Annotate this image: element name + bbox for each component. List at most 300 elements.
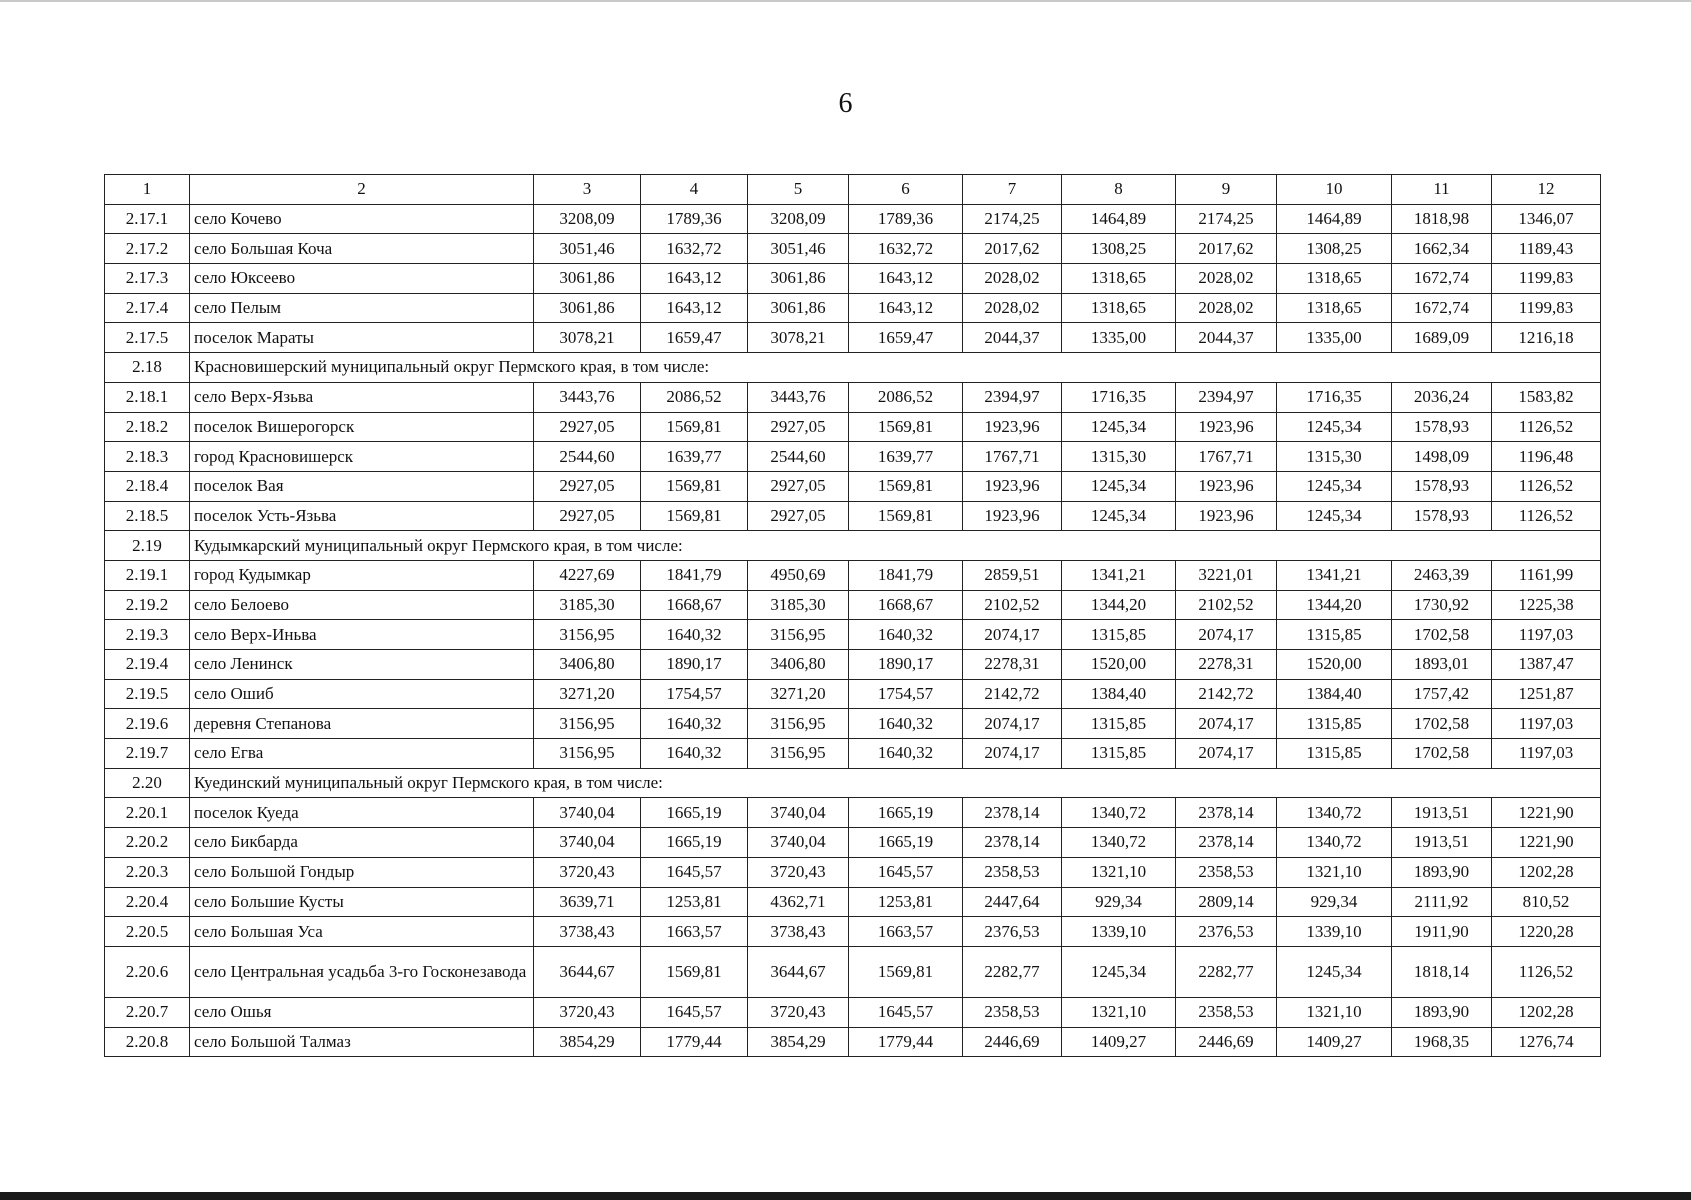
value-cell: 2378,14 [963, 798, 1062, 828]
value-cell: 1520,00 [1277, 650, 1392, 680]
group-title: Кудымкарский муниципальный округ Пермского края, в том числе: [190, 531, 1601, 561]
value-cell: 1893,90 [1392, 997, 1492, 1027]
value-cell: 3156,95 [534, 620, 641, 650]
value-cell: 2074,17 [1176, 620, 1277, 650]
value-cell: 810,52 [1492, 887, 1601, 917]
value-cell: 2358,53 [1176, 997, 1277, 1027]
value-cell: 1199,83 [1492, 293, 1601, 323]
value-cell: 1639,77 [641, 442, 748, 472]
value-cell: 2544,60 [748, 442, 849, 472]
value-cell: 2447,64 [963, 887, 1062, 917]
value-cell: 1340,72 [1277, 828, 1392, 858]
value-cell: 1520,00 [1062, 650, 1176, 680]
value-cell: 2927,05 [748, 412, 849, 442]
settlement-name: село Большая Коча [190, 234, 534, 264]
settlement-name: село Ошья [190, 997, 534, 1027]
value-cell: 1318,65 [1277, 264, 1392, 294]
value-cell: 1344,20 [1277, 590, 1392, 620]
table-row [105, 946, 1601, 997]
value-cell: 1569,81 [641, 412, 748, 442]
value-cell: 1569,81 [849, 412, 963, 442]
table-body [105, 175, 1601, 1057]
value-cell: 1384,40 [1062, 679, 1176, 709]
value-cell: 1632,72 [849, 234, 963, 264]
value-cell: 3208,09 [748, 204, 849, 234]
settlement-name: село Верх-Иньва [190, 620, 534, 650]
table-row [105, 264, 1601, 294]
row-number: 2.20.3 [105, 857, 190, 887]
table-row [105, 887, 1601, 917]
table-row [105, 620, 1601, 650]
row-number: 2.19.7 [105, 739, 190, 769]
value-cell: 1498,09 [1392, 442, 1492, 472]
column-header: 10 [1277, 175, 1392, 205]
value-cell: 3738,43 [534, 917, 641, 947]
settlement-name: село Белоево [190, 590, 534, 620]
value-cell: 2376,53 [963, 917, 1062, 947]
value-cell: 2378,14 [1176, 828, 1277, 858]
value-cell: 2074,17 [1176, 739, 1277, 769]
value-cell: 1789,36 [641, 204, 748, 234]
value-cell: 3051,46 [534, 234, 641, 264]
value-cell: 1779,44 [849, 1027, 963, 1057]
value-cell: 1663,57 [849, 917, 963, 947]
row-number: 2.19.4 [105, 650, 190, 680]
value-cell: 1341,21 [1062, 560, 1176, 590]
value-cell: 1668,67 [849, 590, 963, 620]
value-cell: 2028,02 [1176, 293, 1277, 323]
table-row [105, 798, 1601, 828]
value-cell: 2086,52 [849, 382, 963, 412]
column-header: 4 [641, 175, 748, 205]
value-cell: 1276,74 [1492, 1027, 1601, 1057]
value-cell: 1126,52 [1492, 471, 1601, 501]
value-cell: 1645,57 [849, 857, 963, 887]
settlement-name: город Красновишерск [190, 442, 534, 472]
value-cell: 3156,95 [748, 709, 849, 739]
value-cell: 3644,67 [534, 946, 641, 997]
value-cell: 1220,28 [1492, 917, 1601, 947]
settlement-name: село Юксеево [190, 264, 534, 294]
value-cell: 1245,34 [1277, 501, 1392, 531]
value-cell: 1818,98 [1392, 204, 1492, 234]
value-cell: 1923,96 [963, 412, 1062, 442]
column-header: 8 [1062, 175, 1176, 205]
value-cell: 1893,90 [1392, 857, 1492, 887]
value-cell: 3078,21 [534, 323, 641, 353]
value-cell: 3854,29 [748, 1027, 849, 1057]
value-cell: 2394,97 [963, 382, 1062, 412]
value-cell: 1321,10 [1277, 997, 1392, 1027]
column-header: 5 [748, 175, 849, 205]
value-cell: 1569,81 [641, 471, 748, 501]
value-cell: 2927,05 [534, 501, 641, 531]
group-title: Красновишерский муниципальный округ Пермского края, в том числе: [190, 353, 1601, 383]
value-cell: 1245,34 [1277, 412, 1392, 442]
table-row [105, 1027, 1601, 1057]
row-number: 2.20 [105, 768, 190, 798]
group-row [105, 768, 1601, 798]
table-row [105, 997, 1601, 1027]
value-cell: 2074,17 [963, 620, 1062, 650]
value-cell: 1315,30 [1277, 442, 1392, 472]
settlement-name: поселок Усть-Язьва [190, 501, 534, 531]
value-cell: 3740,04 [748, 798, 849, 828]
value-cell: 1754,57 [849, 679, 963, 709]
value-cell: 3061,86 [748, 293, 849, 323]
value-cell: 1253,81 [641, 887, 748, 917]
row-number: 2.17.2 [105, 234, 190, 264]
row-number: 2.18.2 [105, 412, 190, 442]
value-cell: 1890,17 [849, 650, 963, 680]
value-cell: 3443,76 [534, 382, 641, 412]
value-cell: 1640,32 [641, 739, 748, 769]
row-number: 2.19.6 [105, 709, 190, 739]
value-cell: 1339,10 [1277, 917, 1392, 947]
settlement-name: село Центральная усадьба 3-го Госконезавода [190, 946, 534, 997]
value-cell: 1126,52 [1492, 501, 1601, 531]
value-cell: 1308,25 [1062, 234, 1176, 264]
value-cell: 3644,67 [748, 946, 849, 997]
table-row [105, 412, 1601, 442]
table-row [105, 471, 1601, 501]
value-cell: 1911,90 [1392, 917, 1492, 947]
value-cell: 2809,14 [1176, 887, 1277, 917]
value-cell: 1335,00 [1277, 323, 1392, 353]
value-cell: 2111,92 [1392, 887, 1492, 917]
value-cell: 1335,00 [1062, 323, 1176, 353]
settlement-name: село Бикбарда [190, 828, 534, 858]
value-cell: 1672,74 [1392, 264, 1492, 294]
value-cell: 1893,01 [1392, 650, 1492, 680]
value-cell: 4950,69 [748, 560, 849, 590]
value-cell: 1340,72 [1062, 798, 1176, 828]
value-cell: 1346,07 [1492, 204, 1601, 234]
value-cell: 1640,32 [849, 620, 963, 650]
settlement-name: поселок Куеда [190, 798, 534, 828]
value-cell: 1643,12 [849, 264, 963, 294]
value-cell: 2044,37 [963, 323, 1062, 353]
value-cell: 3854,29 [534, 1027, 641, 1057]
value-cell: 3271,20 [748, 679, 849, 709]
value-cell: 1665,19 [641, 798, 748, 828]
group-row [105, 531, 1601, 561]
value-cell: 1665,19 [849, 828, 963, 858]
value-cell: 2074,17 [963, 709, 1062, 739]
value-cell: 2028,02 [1176, 264, 1277, 294]
value-cell: 929,34 [1277, 887, 1392, 917]
settlement-name: деревня Степанова [190, 709, 534, 739]
value-cell: 1341,21 [1277, 560, 1392, 590]
value-cell: 3443,76 [748, 382, 849, 412]
value-cell: 1578,93 [1392, 501, 1492, 531]
header-row [105, 175, 1601, 205]
value-cell: 1315,85 [1062, 620, 1176, 650]
value-cell: 2174,25 [1176, 204, 1277, 234]
value-cell: 3221,01 [1176, 560, 1277, 590]
row-number: 2.18.5 [105, 501, 190, 531]
settlement-name: город Кудымкар [190, 560, 534, 590]
value-cell: 1189,43 [1492, 234, 1601, 264]
value-cell: 3061,86 [748, 264, 849, 294]
value-cell: 3720,43 [748, 857, 849, 887]
settlement-name: село Большие Кусты [190, 887, 534, 917]
value-cell: 1202,28 [1492, 997, 1601, 1027]
value-cell: 2927,05 [748, 501, 849, 531]
table-row [105, 560, 1601, 590]
table-row [105, 501, 1601, 531]
value-cell: 3720,43 [748, 997, 849, 1027]
row-number: 2.19.3 [105, 620, 190, 650]
value-cell: 1409,27 [1062, 1027, 1176, 1057]
value-cell: 4227,69 [534, 560, 641, 590]
value-cell: 1665,19 [641, 828, 748, 858]
value-cell: 1923,96 [1176, 412, 1277, 442]
value-cell: 1315,85 [1062, 739, 1176, 769]
value-cell: 2378,14 [1176, 798, 1277, 828]
value-cell: 1968,35 [1392, 1027, 1492, 1057]
value-cell: 1318,65 [1062, 293, 1176, 323]
value-cell: 1251,87 [1492, 679, 1601, 709]
value-cell: 3740,04 [748, 828, 849, 858]
value-cell: 1643,12 [641, 293, 748, 323]
value-cell: 2017,62 [1176, 234, 1277, 264]
value-cell: 3156,95 [534, 709, 641, 739]
table-row [105, 709, 1601, 739]
table-row [105, 739, 1601, 769]
value-cell: 1645,57 [641, 997, 748, 1027]
value-cell: 1245,34 [1062, 946, 1176, 997]
value-cell: 1569,81 [849, 501, 963, 531]
value-cell: 1225,38 [1492, 590, 1601, 620]
table-row [105, 828, 1601, 858]
value-cell: 1245,34 [1062, 501, 1176, 531]
column-header: 12 [1492, 175, 1601, 205]
table-row [105, 917, 1601, 947]
value-cell: 1253,81 [849, 887, 963, 917]
value-cell: 1672,74 [1392, 293, 1492, 323]
value-cell: 1126,52 [1492, 946, 1601, 997]
value-cell: 1689,09 [1392, 323, 1492, 353]
value-cell: 2927,05 [534, 471, 641, 501]
value-cell: 1640,32 [849, 709, 963, 739]
value-cell: 2358,53 [963, 857, 1062, 887]
value-cell: 1643,12 [641, 264, 748, 294]
value-cell: 2544,60 [534, 442, 641, 472]
column-header: 2 [190, 175, 534, 205]
value-cell: 3051,46 [748, 234, 849, 264]
value-cell: 1221,90 [1492, 828, 1601, 858]
table-row [105, 382, 1601, 412]
value-cell: 3639,71 [534, 887, 641, 917]
value-cell: 1569,81 [641, 501, 748, 531]
row-number: 2.20.1 [105, 798, 190, 828]
value-cell: 1308,25 [1277, 234, 1392, 264]
value-cell: 1663,57 [641, 917, 748, 947]
value-cell: 3406,80 [748, 650, 849, 680]
value-cell: 1202,28 [1492, 857, 1601, 887]
value-cell: 1245,34 [1062, 412, 1176, 442]
value-cell: 1841,79 [849, 560, 963, 590]
value-cell: 1321,10 [1277, 857, 1392, 887]
value-cell: 1662,34 [1392, 234, 1492, 264]
value-cell: 1659,47 [849, 323, 963, 353]
value-cell: 1645,57 [641, 857, 748, 887]
column-header: 1 [105, 175, 190, 205]
value-cell: 1767,71 [1176, 442, 1277, 472]
value-cell: 1339,10 [1062, 917, 1176, 947]
value-cell: 1643,12 [849, 293, 963, 323]
value-cell: 2446,69 [1176, 1027, 1277, 1057]
scan-edge-top [0, 0, 1691, 2]
row-number: 2.19.2 [105, 590, 190, 620]
column-header: 3 [534, 175, 641, 205]
value-cell: 2282,77 [963, 946, 1062, 997]
value-cell: 3185,30 [748, 590, 849, 620]
value-cell: 1659,47 [641, 323, 748, 353]
value-cell: 1197,03 [1492, 709, 1601, 739]
value-cell: 2074,17 [963, 739, 1062, 769]
value-cell: 1344,20 [1062, 590, 1176, 620]
settlement-name: село Кочево [190, 204, 534, 234]
value-cell: 929,34 [1062, 887, 1176, 917]
value-cell: 2017,62 [963, 234, 1062, 264]
value-cell: 1913,51 [1392, 828, 1492, 858]
value-cell: 1569,81 [849, 946, 963, 997]
value-cell: 3271,20 [534, 679, 641, 709]
value-cell: 1196,48 [1492, 442, 1601, 472]
value-cell: 3720,43 [534, 997, 641, 1027]
row-number: 2.20.5 [105, 917, 190, 947]
value-cell: 1126,52 [1492, 412, 1601, 442]
value-cell: 1245,34 [1277, 946, 1392, 997]
value-cell: 1387,47 [1492, 650, 1601, 680]
settlement-name: село Пелым [190, 293, 534, 323]
settlement-name: поселок Вая [190, 471, 534, 501]
value-cell: 2174,25 [963, 204, 1062, 234]
settlement-name: поселок Вишерогорск [190, 412, 534, 442]
value-cell: 1318,65 [1062, 264, 1176, 294]
value-cell: 1923,96 [1176, 471, 1277, 501]
row-number: 2.20.8 [105, 1027, 190, 1057]
group-row [105, 353, 1601, 383]
group-title: Куединский муниципальный округ Пермского края, в том числе: [190, 768, 1601, 798]
tariff-table [104, 174, 1601, 1057]
value-cell: 1890,17 [641, 650, 748, 680]
row-number: 2.19 [105, 531, 190, 561]
value-cell: 1754,57 [641, 679, 748, 709]
row-number: 2.20.6 [105, 946, 190, 997]
value-cell: 1315,85 [1277, 620, 1392, 650]
value-cell: 1757,42 [1392, 679, 1492, 709]
value-cell: 1702,58 [1392, 620, 1492, 650]
value-cell: 3061,86 [534, 264, 641, 294]
column-header: 9 [1176, 175, 1277, 205]
value-cell: 2278,31 [1176, 650, 1277, 680]
value-cell: 1716,35 [1277, 382, 1392, 412]
value-cell: 3156,95 [748, 620, 849, 650]
value-cell: 1216,18 [1492, 323, 1601, 353]
settlement-name: село Большой Гондыр [190, 857, 534, 887]
value-cell: 1315,85 [1277, 709, 1392, 739]
value-cell: 2859,51 [963, 560, 1062, 590]
row-number: 2.17.4 [105, 293, 190, 323]
settlement-name: село Верх-Язьва [190, 382, 534, 412]
value-cell: 1161,99 [1492, 560, 1601, 590]
value-cell: 1841,79 [641, 560, 748, 590]
column-header: 11 [1392, 175, 1492, 205]
value-cell: 1245,34 [1277, 471, 1392, 501]
table-row [105, 234, 1601, 264]
value-cell: 2282,77 [1176, 946, 1277, 997]
row-number: 2.18 [105, 353, 190, 383]
value-cell: 1665,19 [849, 798, 963, 828]
value-cell: 1702,58 [1392, 739, 1492, 769]
value-cell: 2142,72 [963, 679, 1062, 709]
value-cell: 2074,17 [1176, 709, 1277, 739]
value-cell: 2142,72 [1176, 679, 1277, 709]
value-cell: 2278,31 [963, 650, 1062, 680]
value-cell: 1569,81 [849, 471, 963, 501]
value-cell: 3156,95 [534, 739, 641, 769]
value-cell: 1464,89 [1277, 204, 1392, 234]
value-cell: 1245,34 [1062, 471, 1176, 501]
table-row [105, 679, 1601, 709]
settlement-name: село Егва [190, 739, 534, 769]
value-cell: 1645,57 [849, 997, 963, 1027]
value-cell: 1702,58 [1392, 709, 1492, 739]
value-cell: 1315,30 [1062, 442, 1176, 472]
value-cell: 1409,27 [1277, 1027, 1392, 1057]
value-cell: 1384,40 [1277, 679, 1392, 709]
value-cell: 1221,90 [1492, 798, 1601, 828]
value-cell: 2358,53 [1176, 857, 1277, 887]
value-cell: 2036,24 [1392, 382, 1492, 412]
value-cell: 1569,81 [641, 946, 748, 997]
value-cell: 3185,30 [534, 590, 641, 620]
table-row [105, 323, 1601, 353]
table-row [105, 857, 1601, 887]
table-row [105, 442, 1601, 472]
value-cell: 1767,71 [963, 442, 1062, 472]
value-cell: 3740,04 [534, 798, 641, 828]
value-cell: 1632,72 [641, 234, 748, 264]
value-cell: 1340,72 [1062, 828, 1176, 858]
row-number: 2.19.5 [105, 679, 190, 709]
value-cell: 3156,95 [748, 739, 849, 769]
row-number: 2.18.1 [105, 382, 190, 412]
value-cell: 2358,53 [963, 997, 1062, 1027]
value-cell: 2378,14 [963, 828, 1062, 858]
value-cell: 1578,93 [1392, 412, 1492, 442]
value-cell: 3061,86 [534, 293, 641, 323]
value-cell: 1913,51 [1392, 798, 1492, 828]
value-cell: 1668,67 [641, 590, 748, 620]
value-cell: 2102,52 [963, 590, 1062, 620]
table-row [105, 293, 1601, 323]
value-cell: 2446,69 [963, 1027, 1062, 1057]
value-cell: 3208,09 [534, 204, 641, 234]
value-cell: 1578,93 [1392, 471, 1492, 501]
value-cell: 1779,44 [641, 1027, 748, 1057]
value-cell: 1640,32 [641, 709, 748, 739]
value-cell: 1318,65 [1277, 293, 1392, 323]
row-number: 2.20.2 [105, 828, 190, 858]
row-number: 2.18.4 [105, 471, 190, 501]
column-header: 6 [849, 175, 963, 205]
value-cell: 1923,96 [963, 471, 1062, 501]
table-row [105, 590, 1601, 620]
